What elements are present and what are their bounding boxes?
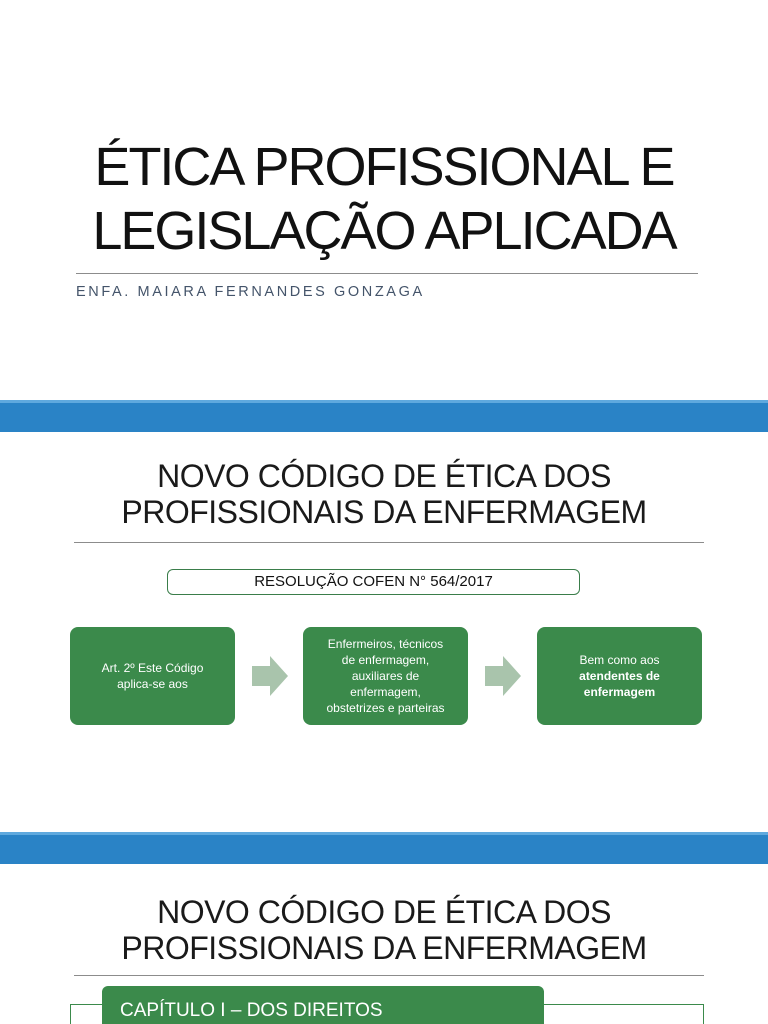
slide-title-line-2: PROFISSIONAIS DA ENFERMAGEM	[121, 494, 647, 530]
right-arrow-icon	[485, 656, 521, 696]
title-line-1: ÉTICA PROFISSIONAL E	[94, 137, 674, 197]
title-line-2: LEGISLAÇÃO APLICADA	[92, 201, 676, 261]
author-subtitle: ENFA. MAIARA FERNANDES GONZAGA	[76, 284, 425, 300]
slide-title-line-1: NOVO CÓDIGO DE ÉTICA DOS	[157, 894, 611, 930]
presentation-title	[0, 135, 768, 263]
slide-capitulo-direitos	[0, 864, 768, 1024]
box3-line-3: enfermagem	[583, 685, 656, 699]
slide-title-line-1: NOVO CÓDIGO DE ÉTICA DOS	[157, 458, 611, 494]
resolution-box: RESOLUÇÃO COFEN N° 564/2017	[167, 569, 580, 595]
slide-title-divider	[74, 542, 704, 543]
process-box-article	[70, 627, 235, 725]
slide-title-page	[0, 0, 768, 400]
title-divider	[76, 273, 698, 274]
slide-title-line-2: PROFISSIONAIS DA ENFERMAGEM	[121, 930, 647, 966]
chapter-label: CAPÍTULO I – DOS DIREITOS	[102, 986, 544, 1024]
process-box-attendants	[537, 627, 702, 725]
slide-separator-band	[0, 832, 768, 864]
slide-codigo-etica	[0, 432, 768, 832]
slide-title-divider	[74, 975, 704, 976]
box2-line-2: de enfermagem,	[341, 653, 430, 667]
box1-line-1: Art. 2º Este Código	[101, 661, 204, 675]
right-arrow-icon	[252, 656, 288, 696]
slide-title	[0, 458, 768, 530]
box3-line-2: atendentes de	[579, 669, 660, 683]
box1-line-2: aplica-se aos	[117, 677, 188, 691]
box2-line-3: auxiliares de	[351, 669, 420, 683]
box2-line-4: enfermagem,	[350, 685, 421, 699]
process-box-professionals	[303, 627, 468, 725]
box2-line-5: obstetrizes e parteiras	[326, 701, 445, 715]
box2-line-1: Enfermeiros, técnicos	[327, 637, 444, 651]
slide-separator-band	[0, 400, 768, 432]
slide-title	[0, 894, 768, 966]
box3-line-1: Bem como aos	[579, 653, 660, 667]
